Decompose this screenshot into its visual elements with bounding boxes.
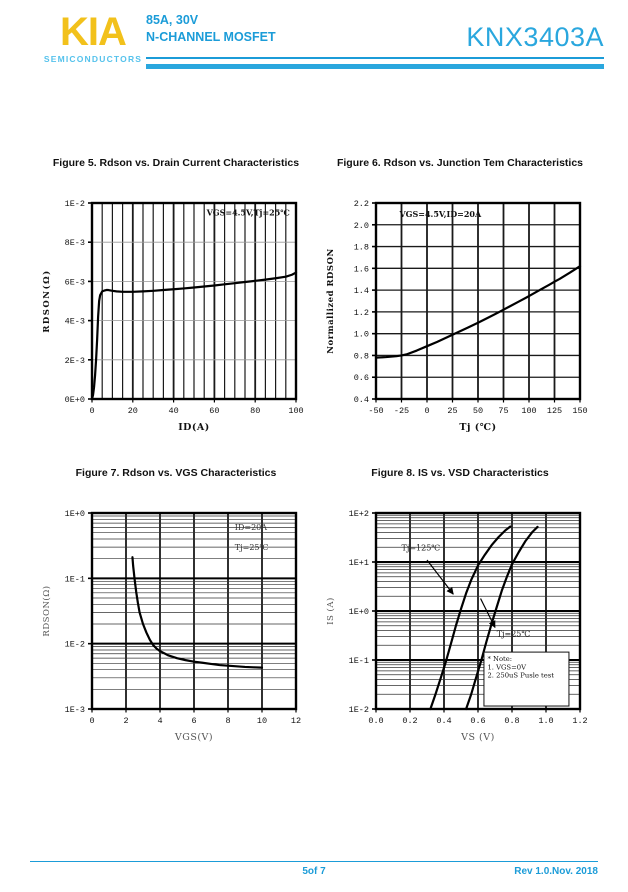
svg-text:0.8: 0.8 — [353, 351, 369, 362]
svg-text:1.0: 1.0 — [538, 716, 554, 726]
svg-text:80: 80 — [250, 406, 261, 416]
svg-text:1.8: 1.8 — [353, 242, 369, 253]
kia-logo-subtext: SEMICONDUCTORS — [43, 54, 143, 64]
svg-text:VGS=4.5V,Tj=25℃: VGS=4.5V,Tj=25℃ — [206, 207, 290, 218]
page-indicator: 5of 7 — [302, 866, 326, 877]
svg-text:VGS(V): VGS(V) — [174, 732, 214, 743]
svg-text:0.8: 0.8 — [504, 716, 520, 726]
svg-text:1. VGS=0V: 1. VGS=0V — [487, 663, 527, 672]
svg-text:IS (A): IS (A) — [326, 597, 336, 625]
svg-text:1E+2: 1E+2 — [348, 509, 369, 519]
kia-logo — [38, 12, 148, 64]
svg-text:6: 6 — [191, 716, 197, 726]
svg-text:100: 100 — [521, 406, 537, 416]
svg-text:1.6: 1.6 — [353, 264, 369, 275]
svg-text:6E-3: 6E-3 — [64, 277, 85, 288]
svg-text:1.0: 1.0 — [353, 329, 369, 340]
figure-7-title: Figure 7. Rdson vs. VGS Characteristics — [75, 467, 277, 479]
svg-text:4: 4 — [157, 716, 163, 726]
svg-text:* Note:: * Note: — [487, 655, 513, 664]
svg-text:Tj=25℃: Tj=25℃ — [234, 543, 269, 553]
svg-text:-50: -50 — [368, 406, 384, 416]
figure-6 — [320, 157, 600, 443]
header-rule-thin — [146, 57, 604, 59]
figure-6-title: Figure 6. Rdson vs. Junction Tem Characteristics — [336, 157, 584, 169]
svg-text:ID=20A: ID=20A — [234, 522, 268, 532]
svg-text:1E-1: 1E-1 — [64, 574, 85, 585]
svg-text:1E-2: 1E-2 — [64, 199, 85, 209]
svg-text:1E-1: 1E-1 — [348, 656, 369, 666]
svg-text:1.4: 1.4 — [353, 286, 369, 297]
svg-text:RDSON(Ω): RDSON(Ω) — [42, 269, 52, 333]
svg-text:ID(A): ID(A) — [178, 422, 210, 433]
svg-text:0: 0 — [424, 406, 430, 416]
svg-text:Normallized RDSON: Normallized RDSON — [326, 248, 336, 354]
svg-text:40: 40 — [168, 406, 179, 416]
svg-text:RDSON(Ω): RDSON(Ω) — [42, 585, 52, 637]
svg-text:1E-2: 1E-2 — [348, 705, 369, 715]
footer-rule — [30, 861, 598, 862]
svg-text:1.2: 1.2 — [572, 716, 588, 726]
svg-text:2: 2 — [123, 716, 129, 726]
device-type: N-CHANNEL MOSFET — [146, 29, 276, 44]
figure-6-chart — [320, 191, 598, 443]
kia-logo-text: KIA — [60, 10, 126, 54]
part-number: KNX3403A — [466, 22, 604, 52]
svg-text:Tj=125℃: Tj=125℃ — [401, 543, 441, 553]
svg-text:2. 250uS Pusle test: 2. 250uS Pusle test — [487, 671, 555, 680]
svg-text:0E+0: 0E+0 — [64, 395, 85, 405]
svg-text:125: 125 — [546, 406, 563, 416]
figure-8-title: Figure 8. IS vs. VSD Characteristics — [371, 467, 549, 479]
svg-text:0.4: 0.4 — [353, 395, 369, 405]
svg-text:1.2: 1.2 — [353, 307, 369, 318]
figure-7 — [36, 467, 316, 753]
svg-text:1E+0: 1E+0 — [64, 509, 85, 519]
svg-text:1E+1: 1E+1 — [348, 558, 369, 568]
svg-text:60: 60 — [209, 406, 220, 416]
svg-text:-25: -25 — [393, 406, 410, 416]
svg-text:1E-2: 1E-2 — [64, 639, 85, 650]
svg-text:75: 75 — [498, 406, 509, 416]
svg-text:50: 50 — [472, 406, 484, 416]
svg-text:VS (V): VS (V) — [461, 732, 495, 743]
svg-text:2E-3: 2E-3 — [64, 355, 85, 366]
figure-5 — [36, 157, 316, 443]
svg-text:0: 0 — [89, 406, 95, 416]
device-summary — [146, 12, 276, 46]
svg-text:100: 100 — [288, 406, 304, 416]
svg-text:0.0: 0.0 — [368, 716, 384, 726]
svg-text:2.0: 2.0 — [353, 220, 369, 231]
figure-5-chart — [36, 191, 314, 443]
device-rating: 85A, 30V — [146, 13, 199, 27]
svg-text:8: 8 — [225, 716, 231, 726]
svg-text:0: 0 — [89, 716, 95, 726]
svg-text:Tj (℃): Tj (℃) — [459, 422, 497, 433]
svg-text:150: 150 — [572, 406, 588, 416]
svg-text:1E-3: 1E-3 — [64, 705, 85, 715]
svg-text:0.4: 0.4 — [436, 716, 452, 726]
svg-text:VGS=4.5V,ID=20A: VGS=4.5V,ID=20A — [399, 209, 482, 220]
revision-label: Rev 1.0.Nov. 2018 — [514, 866, 598, 877]
svg-text:1E+0: 1E+0 — [348, 607, 369, 617]
svg-text:0.2: 0.2 — [402, 716, 418, 726]
svg-text:10: 10 — [256, 716, 268, 726]
svg-text:2.2: 2.2 — [353, 199, 369, 209]
figure-5-title: Figure 5. Rdson vs. Drain Current Characteristics — [52, 157, 300, 169]
svg-text:Tj=25℃: Tj=25℃ — [496, 629, 531, 639]
figure-8 — [320, 467, 600, 753]
svg-text:8E-3: 8E-3 — [64, 238, 85, 249]
svg-text:25: 25 — [447, 406, 458, 416]
header-rule-thick — [146, 64, 604, 69]
figure-7-chart — [36, 501, 314, 753]
svg-text:4E-3: 4E-3 — [64, 316, 85, 327]
svg-text:12: 12 — [290, 716, 302, 726]
svg-text:20: 20 — [127, 406, 138, 416]
svg-text:0.6: 0.6 — [470, 716, 486, 726]
figure-8-chart — [320, 501, 598, 753]
svg-text:0.6: 0.6 — [353, 373, 369, 384]
